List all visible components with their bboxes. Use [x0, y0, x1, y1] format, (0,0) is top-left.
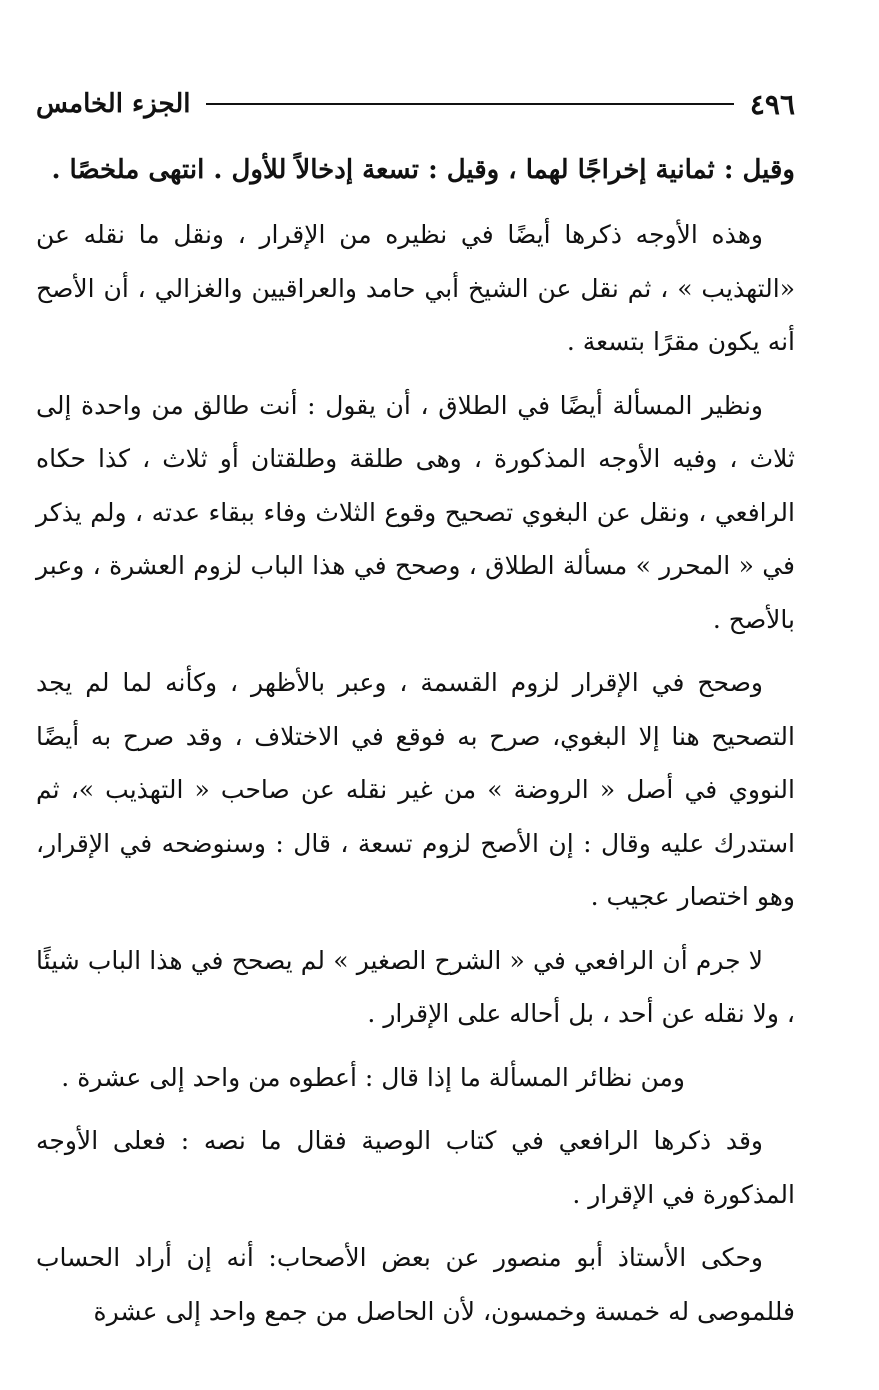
- header-rule: [206, 103, 733, 105]
- paragraph: لا جرم أن الرافعي في « الشرح الصغير » لم يصحح في هذا الباب شيئًا ، ولا نقله عن أحد ، بل أحاله على الإقرار .: [36, 945, 795, 1028]
- page-number: ٤٩٦: [749, 87, 795, 121]
- paragraph: ونظير المسألة أيضًا في الطلاق ، أن يقول : أنت طالق من واحدة إلى ثلاث ، وفيه الأوجه المذكورة ، وهى طلقة وطلقتان أو ثلاث ، كذا حكاه الرافعي ، ونقل عن البغوي تصحيح وقوع الثلاث وفاء ببقاء عدته ، ولم يذكر في « المحرر » مسألة الطلاق ، وصحح في هذا الباب لزوم العشرة ، وعبر بالأصح .: [36, 390, 795, 634]
- page-header: [36, 78, 795, 130]
- paragraph: وحكى الأستاذ أبو منصور عن بعض الأصحاب: أنه إن أراد الحساب فللموصى له خمسة وخمسون، لأن الحاصل من جمع واحد إلى عشرة: [36, 1243, 795, 1326]
- paragraph: وقيل : ثمانية إخراجًا لهما ، وقيل : تسعة إدخالاً للأول . انتهى ملخصًا .: [51, 155, 795, 185]
- paragraph: وقد ذكرها الرافعي في كتاب الوصية فقال ما نصه : فعلى الأوجه المذكورة في الإقرار .: [36, 1126, 795, 1209]
- paragraph: ومن نظائر المسألة ما إذا قال : أعطوه من واحد إلى عشرة .: [61, 1062, 685, 1092]
- page-body: [36, 144, 795, 1348]
- section-title: الجزء الخامس: [36, 89, 191, 119]
- paragraph: وهذه الأوجه ذكرها أيضًا في نظيره من الإقرار ، ونقل ما نقله عن «التهذيب » ، ثم نقل عن الشيخ أبي حامد والعراقيين والغزالي ، أن الأصح أنه يكون مقرًا بتسعة .: [36, 220, 795, 356]
- paragraph: وصحح في الإقرار لزوم القسمة ، وعبر بالأظهر ، وكأنه لما لم يجد التصحيح هنا إلا البغوي، صرح به فوقع في الاختلاف ، وقد صرح به أيضًا النووي في أصل « الروضة » من غير نقله عن صاحب « التهذيب »، ثم استدرك عليه وقال : إن الأصح لزوم تسعة ، قال : وسنوضحه في الإقرار، وهو اختصار عجيب .: [36, 668, 795, 911]
